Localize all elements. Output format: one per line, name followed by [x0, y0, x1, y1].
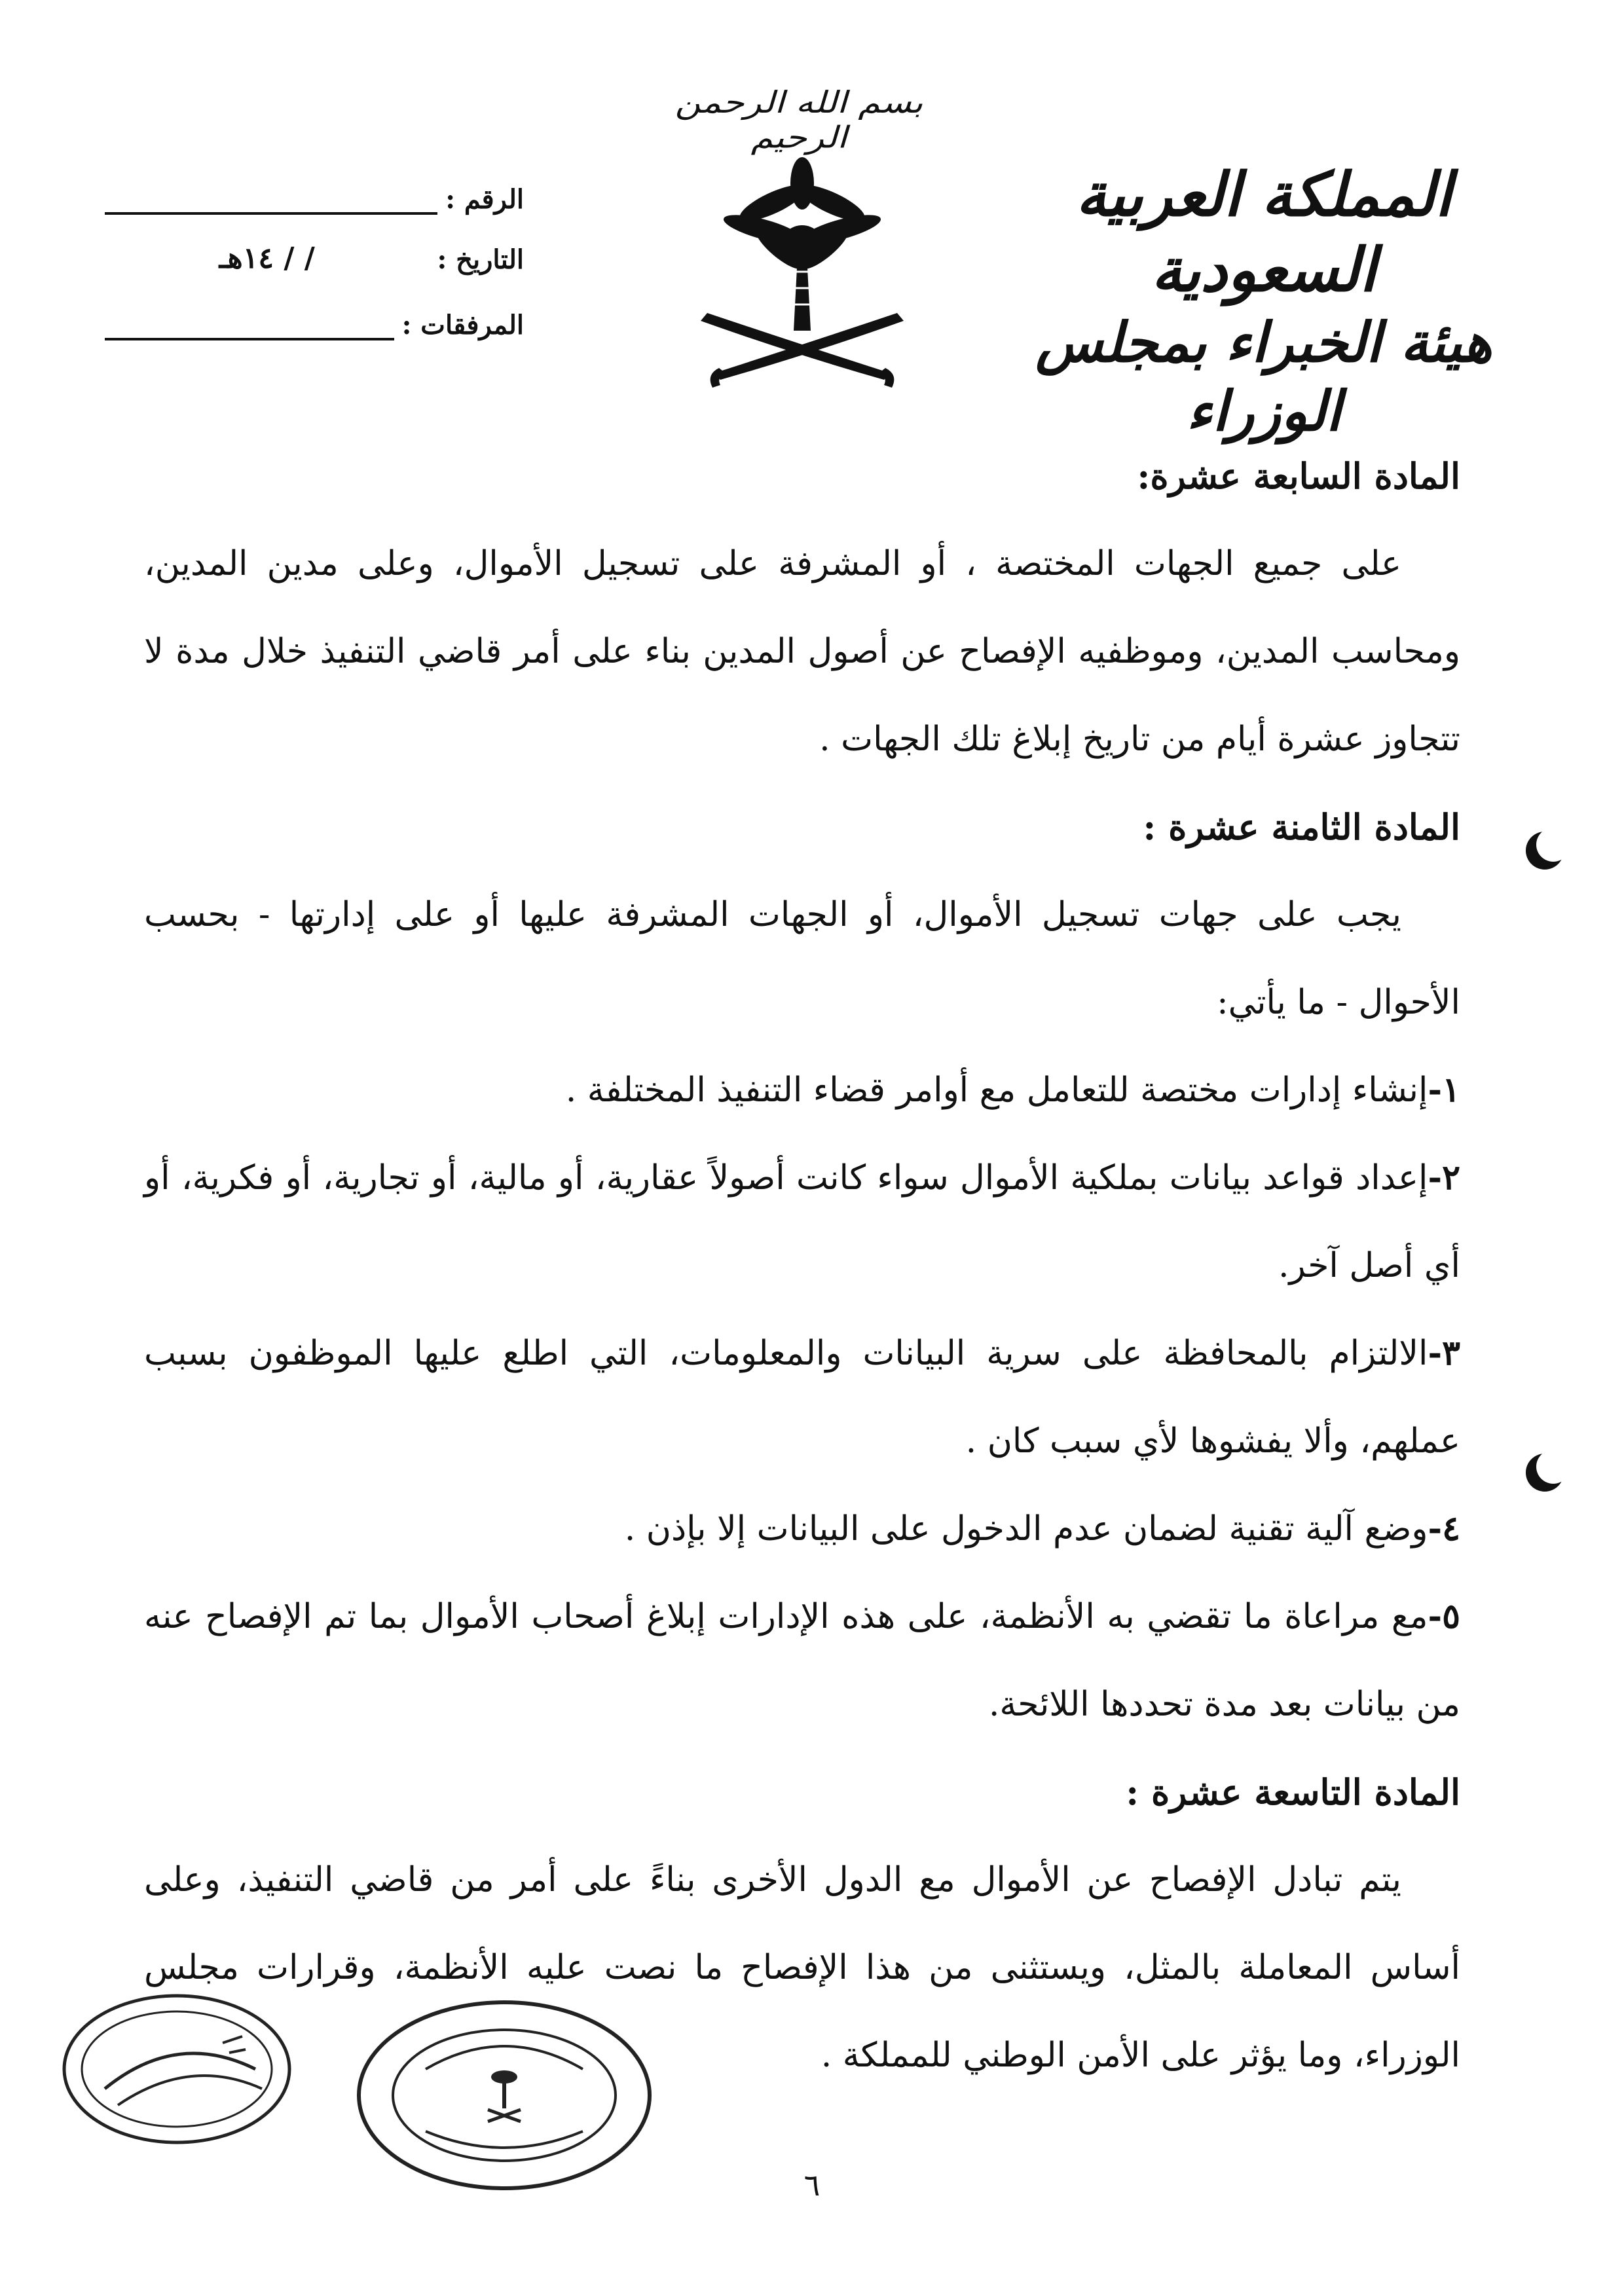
list-item-number: ٣- — [1428, 1333, 1460, 1373]
list-item — [144, 1134, 1460, 1310]
article-18-intro: يجب على جهات تسجيل الأموال، أو الجهات المشرفة عليها أو على إدارتها - بحسب الأحوال - ما يأتي: — [144, 895, 1460, 1022]
reference-line — [105, 183, 437, 215]
attachments-field — [105, 288, 524, 340]
kingdom-name: المملكة العربية السعودية — [1075, 159, 1452, 305]
list-item-number: ٥- — [1428, 1596, 1460, 1636]
article-19-text: يتم تبادل الإفصاح عن الأموال مع الدول الأخرى بناءً على أمر من قاضي التنفيذ، وعلى أساس المعاملة بالمثل، ويستثنى من هذا الإفصاح ما نصت عليه الأنظمة، وقرارات مجلس الوزراء، وما يؤثر على الأمن الوطني للمملكة . — [144, 1860, 1460, 2075]
date-field — [105, 223, 524, 275]
article-17-text: على جميع الجهات المختصة ، أو المشرفة على تسجيل الأموال، وعلى مدين المدين، ومحاسب المدين، وموظفيه الإفصاح عن أصول المدين بناء على أمر قاضي التنفيذ خلال مدة لا تتجاوز عشرة أيام من تاريخ إبلاغ تلك الجهات . — [144, 544, 1460, 759]
reference-field — [105, 162, 524, 215]
list-item-number: ٤- — [1428, 1509, 1460, 1549]
date-value: / / ١٤هـ — [219, 242, 315, 275]
article-18-title: المادة الثامنة عشرة : — [1143, 806, 1460, 848]
list-item — [144, 1573, 1460, 1748]
list-item — [144, 1485, 1460, 1573]
list-item-number: ٢- — [1428, 1158, 1460, 1198]
list-item — [144, 1310, 1460, 1485]
document-body — [144, 432, 1460, 2099]
reference-label: الرقم : — [445, 184, 524, 215]
palm-swords-emblem-icon — [694, 157, 910, 393]
list-item-text: إنشاء إدارات مختصة للتعامل مع أوامر قضاء التنفيذ المختلفة . — [565, 1071, 1428, 1110]
list-item-text: إعداد قواعد بيانات بملكية الأموال سواء كانت أصولاً عقارية، أو مالية، أو تجارية، أو فكرية، أو أي أصل آخر. — [144, 1158, 1460, 1285]
oval-seal-stamp — [59, 1991, 295, 2148]
round-seal-stamp — [354, 1997, 655, 2194]
article-17-title: المادة السابعة عشرة: — [1137, 455, 1460, 497]
attachments-label: المرفقات : — [401, 310, 524, 340]
list-item — [144, 1046, 1460, 1134]
punch-hole-mark — [1526, 1454, 1564, 1492]
page-number: ٦ — [803, 2167, 821, 2203]
list-item-number: ١- — [1428, 1070, 1460, 1110]
list-item-text: الالتزام بالمحافظة على سرية البيانات والمعلومات، التي اطلع عليها الموظفون بسبب عملهم، وألا يفشوها لأي سبب كان . — [144, 1334, 1460, 1461]
list-item-text: مع مراعاة ما تقضي به الأنظمة، على هذه الإدارات إبلاغ أصحاب الأموال بما تم الإفصاح عنه من بيانات بعد مدة تحددها اللائحة. — [144, 1597, 1460, 1724]
article-19-title: المادة التاسعة عشرة : — [1126, 1771, 1460, 1813]
basmala: بسم الله الرحمن الرحيم — [674, 84, 923, 155]
letterhead-title — [1015, 157, 1513, 445]
list-item-text: وضع آلية تقنية لضمان عدم الدخول على البيانات إلا بإذن . — [624, 1509, 1428, 1549]
punch-hole-mark — [1526, 832, 1564, 870]
authority-name: هيئة الخبراء بمجلس الوزراء — [1035, 310, 1492, 443]
attachments-line — [105, 309, 394, 340]
date-label: التاريخ : — [437, 244, 524, 275]
